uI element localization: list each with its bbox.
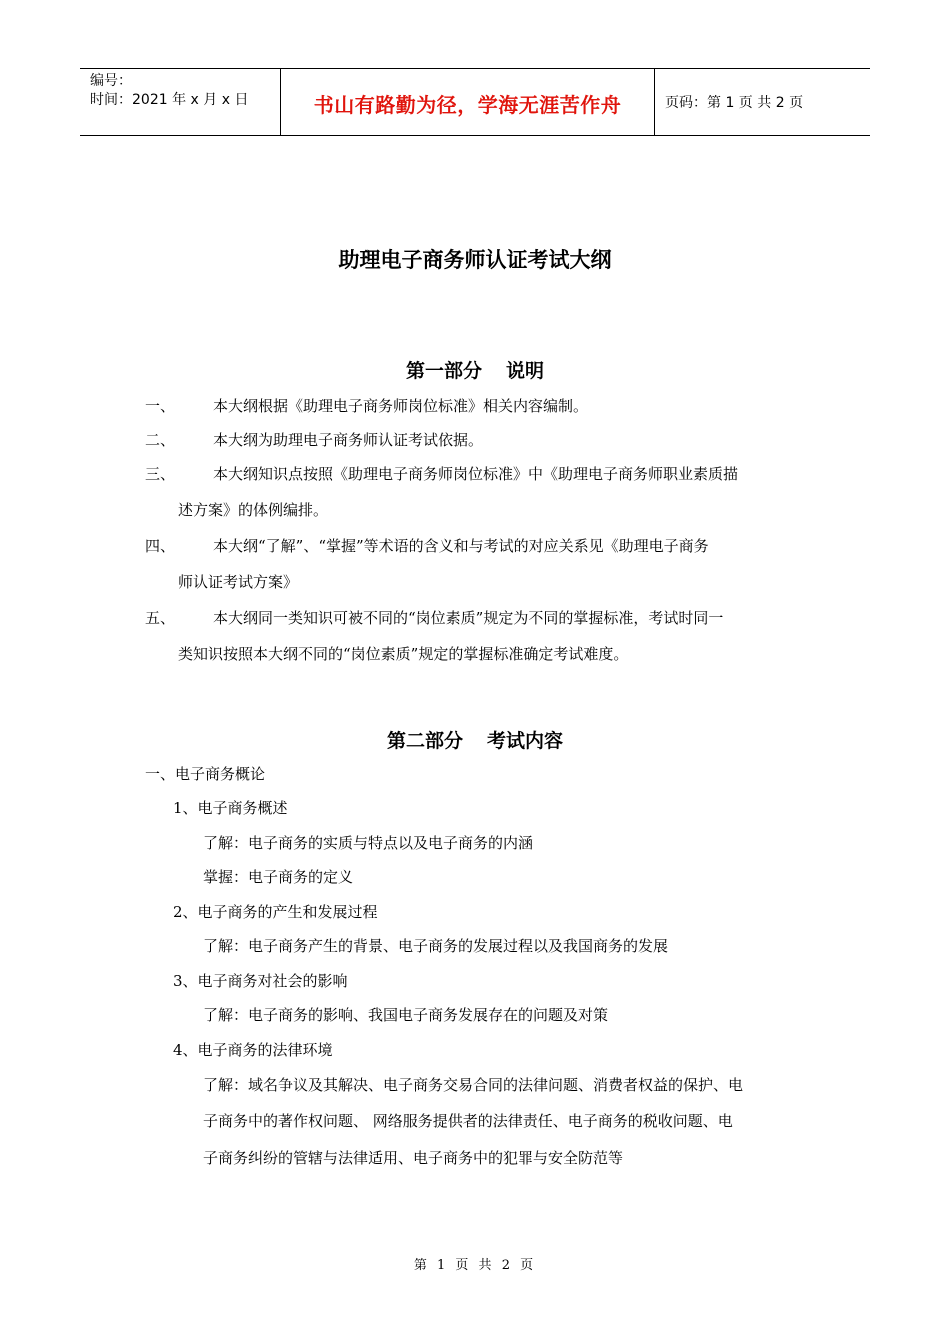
note-item — [145, 456, 815, 528]
header-page-info: 页码：第 1 页 共 2 页 — [665, 95, 804, 111]
topic-heading: 4、电子商务的法律环境 — [173, 1041, 333, 1059]
number-label: 编号： — [90, 73, 132, 89]
topic-detail: 了解：电子商务的实质与特点以及电子商务的内涵 — [203, 834, 534, 852]
note-text: 本大纲“了解”、“掌握”等术语的含义和与考试的对应关系见《助理电子商务 — [213, 537, 709, 555]
note-text: 本大纲知识点按照《助理电子商务师岗位标准》中《助理电子商务师职业素质描 — [213, 465, 739, 483]
topic-heading: 3、电子商务对社会的影响 — [173, 972, 348, 990]
note-continuation: 类知识按照本大纲不同的“岗位素质”规定的掌握标准确定考试难度。 — [178, 645, 629, 663]
header-motto: 书山有路勤为径，学海无涯苦作舟 — [313, 92, 622, 117]
document-title: 助理电子商务师认证考试大纲 — [338, 248, 612, 272]
part2-title-name: 考试内容 — [487, 730, 564, 752]
topic-detail: 子商务中的著作权问题、 网络服务提供者的法律责任、电子商务的税收问题、电 — [203, 1112, 733, 1130]
note-number: 四、 — [145, 537, 176, 555]
topic-detail: 了解：域名争议及其解决、电子商务交易合同的法律问题、消费者权益的保护、电 — [203, 1076, 744, 1094]
part2-title — [0, 726, 950, 753]
note-text: 本大纲同一类知识可被不同的“岗位素质”规定为不同的掌握标准，考试时同一 — [213, 609, 724, 627]
page-footer: 第 1 页 共 2 页 — [413, 1258, 537, 1273]
note-item — [145, 528, 815, 600]
page-header — [80, 68, 870, 136]
note-text: 本大纲为助理电子商务师认证考试依据。 — [213, 431, 484, 449]
part1-title — [0, 356, 950, 383]
note-number: 一、 — [145, 397, 176, 415]
note-number: 二、 — [145, 431, 176, 449]
note-item — [145, 388, 815, 424]
note-text: 本大纲根据《助理电子商务师岗位标准》相关内容编制。 — [213, 397, 589, 415]
note-item — [145, 600, 815, 672]
chapter-heading: 一、电子商务概论 — [145, 765, 266, 783]
topic-detail: 了解：电子商务的影响、我国电子商务发展存在的问题及对策 — [203, 1006, 609, 1024]
header-meta — [80, 69, 281, 135]
note-continuation: 述方案》的体例编排。 — [178, 501, 329, 519]
topic-detail: 子商务纠纷的管辖与法律适用、电子商务中的犯罪与安全防范等 — [203, 1149, 624, 1167]
time-label: 时间：2021 年 x 月 x 日 — [90, 92, 249, 108]
topic-heading: 1、电子商务概述 — [173, 799, 288, 817]
part1-title-name: 说明 — [506, 360, 545, 382]
topic-detail: 掌握：电子商务的定义 — [203, 868, 354, 886]
topic-heading: 2、电子商务的产生和发展过程 — [173, 903, 378, 921]
part1-title-label: 第一部分 — [405, 360, 482, 382]
note-item — [145, 422, 815, 458]
note-number: 三、 — [145, 465, 176, 483]
topic-detail: 了解：电子商务产生的背景、电子商务的发展过程以及我国商务的发展 — [203, 937, 669, 955]
note-number: 五、 — [145, 609, 176, 627]
note-continuation: 师认证考试方案》 — [178, 573, 299, 591]
part2-title-label: 第二部分 — [386, 730, 463, 752]
header-motto-cell — [281, 69, 655, 135]
